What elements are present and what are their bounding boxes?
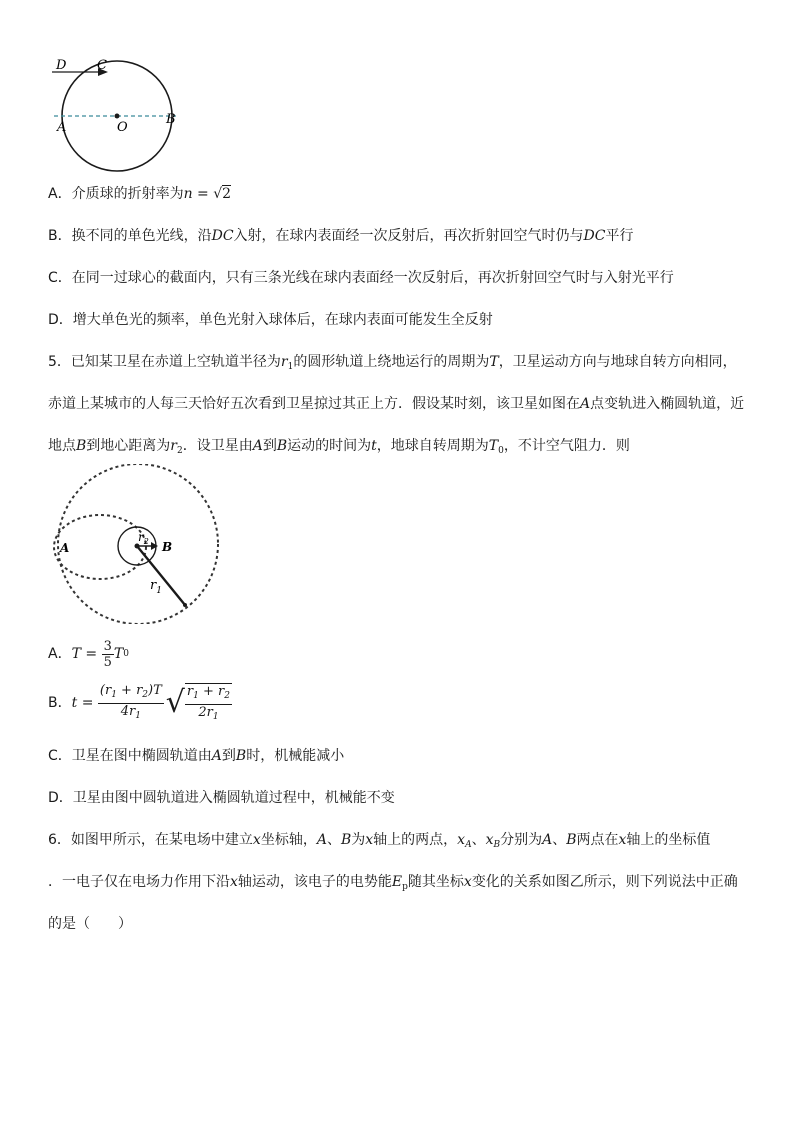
text: 的圆形轨道上绕地运行的周期为 [293,354,490,370]
math-DC: DC [211,228,234,244]
math-x: x [485,832,494,848]
math-n: n [183,186,193,202]
math-x: x [252,832,261,848]
subscript: B [493,840,501,850]
text: 到地心距离为 [86,438,171,454]
q4-option-C: C．在同一过球心的截面内，只有三条光线在球内表面经一次反射后，再次折射回空气时与入射光平行 [48,270,674,286]
q4-option-D: D．增大单色光的频率，单色光射入球体后，在球内表面可能发生全反射 [48,312,493,328]
math-A: A [580,396,591,412]
q5-stem-line-2 [48,395,744,413]
math-B: B [566,832,577,848]
text: 随其坐标 [407,874,464,890]
q4-option-B [48,227,633,245]
numerator: $(r_1 + r_2)T$ [98,683,164,704]
math-x: x [463,874,472,890]
fig1-label-A: A [57,120,67,135]
text: 轴运动，该电子的电势能 [237,874,392,890]
math-A: A [542,832,553,848]
r2-arrow-icon [151,542,158,550]
fig2-label-r2: $r_2$ [138,530,149,546]
q5-option-D: D．卫星由图中圆轨道进入椭圆轨道过程中，机械能不变 [48,790,395,806]
math-x: x [365,832,374,848]
math-B: B [235,748,247,764]
math-T: T [71,646,81,662]
math-B: B [76,438,87,454]
math-E: E [391,874,403,890]
q6-stem-line-1 [48,831,710,854]
q6-stem-line-3: 的是（ ） [48,916,132,932]
r1-radius-line [137,546,185,605]
text: 6．如图甲所示，在某电场中建立 [48,832,253,848]
subscript: 0 [123,649,129,659]
math-A: A [316,832,327,848]
subscript: 1 [287,362,294,372]
math-T: T [488,438,499,454]
text: ，不计空气阻力．则 [503,438,630,454]
math-eq: = [80,646,102,662]
text: 轴上的坐标值 [626,832,711,848]
math-r: r [170,438,177,454]
text: ，卫星运动方向与地球自转方向相同， [498,354,737,370]
math-x: x [230,874,238,890]
sqrt-arg: 2 [222,186,232,202]
fig1-label-D: D [56,58,67,73]
fig1-label-O: O [117,120,128,135]
text: 、 [326,832,341,848]
q6-stem-line-2 [48,873,738,896]
q4-option-B-text-2: 入射，在球内表面经一次反射后，再次折射回空气时仍与 [233,228,584,244]
math-eq: = [192,186,214,202]
subscript: p [402,882,408,892]
math-DC: DC [583,228,606,244]
text: 分别为 [500,832,543,848]
math-eq: = [77,695,98,711]
text: 到 [221,748,236,764]
text: 运动的时间为 [287,438,372,454]
q4-option-B-text-1: B．换不同的单色光线，沿 [48,228,212,244]
text: 、 [471,832,486,848]
text: 坐标轴， [260,832,317,848]
text: 赤道上某城市的人每三天恰好五次看到卫星掠过其正上方．假设某时刻，该卫星如图在 [48,396,580,412]
math-A: A [211,748,222,764]
math-T: T [113,646,124,662]
q5-option-B [48,681,232,725]
math-A: A [252,438,263,454]
text: ．设卫星由 [182,438,253,454]
q5-stem-line-1 [48,353,737,376]
q4-option-A-text: A．介质球的折射率为 [48,186,184,202]
denominator: 5 [103,654,112,670]
math-t: t [71,695,78,711]
text: 、 [552,832,567,848]
q5-option-C [48,747,344,765]
q5-stem-line-3 [48,437,630,460]
orbit-point [183,603,187,607]
numerator: $r_1 + r_2$ [185,684,232,705]
fig1-label-C: C [97,58,107,73]
text: 到 [262,438,277,454]
text: 为 [351,832,366,848]
fig2-label-B: B [162,540,173,554]
center-point-O [115,114,120,119]
text: 地点 [48,438,76,454]
fraction-3-5 [102,639,114,670]
denominator: $4r_1$ [120,703,141,721]
option-label: B． [48,695,72,711]
text: 轴上的两点， [373,832,458,848]
text: 时，机械能减小 [246,748,345,764]
subscript: 0 [498,446,504,456]
text: 两点在 [576,832,619,848]
math-x: x [618,832,627,848]
math-B: B [340,832,352,848]
text: 点变轨进入椭圆轨道，近 [590,396,745,412]
orbit-figure [52,464,222,624]
text: C．卫星在图中椭圆轨道由 [48,748,212,764]
fig1-label-B: B [166,112,176,127]
math-B: B [276,438,288,454]
text: 变化的关系如图乙所示，则下列说法中正确 [471,874,738,890]
denominator: $2r_1$ [198,705,219,722]
math-T: T [489,354,499,370]
sqrt-sign-icon: √ [165,685,185,720]
subscript: 2 [177,446,183,456]
text: ．一电子仅在电场力作用下沿 [48,874,230,890]
q4-option-B-text-3: 平行 [605,228,634,244]
sphere-figure [44,52,194,172]
fig2-label-r1: $r_1$ [150,578,162,596]
text: ，地球自转周期为 [376,438,489,454]
math-x: x [457,832,466,848]
numerator: 3 [103,638,112,654]
subscript: A [465,840,472,850]
math-t: t [371,438,377,454]
q4-option-A [48,185,231,203]
sqrt-fraction [185,683,232,725]
fig2-label-A: A [60,541,70,555]
option-label: A． [48,646,72,662]
fraction-time [98,683,164,724]
text: 5．已知某卫星在赤道上空轨道半径为 [48,354,281,370]
sqrt-sign: √2 [213,186,232,202]
math-r: r [280,354,288,370]
q5-option-A [48,636,129,672]
